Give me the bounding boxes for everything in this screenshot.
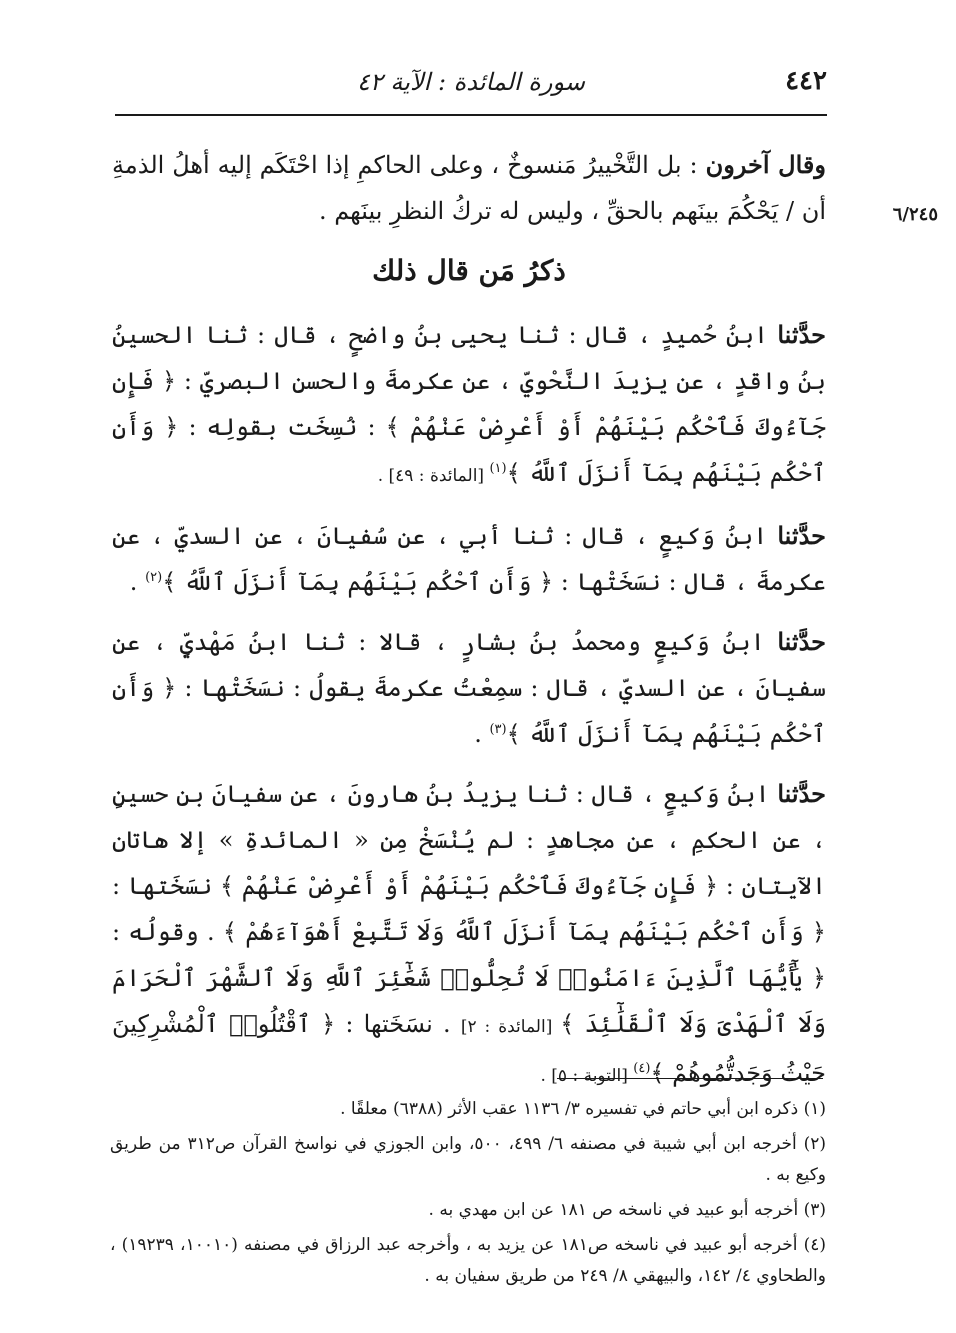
paragraph-text: ابنُ وَكيعٍ ، قال : ثنا أبي ، عن سُفيانَ ، عن السديِّ ، عن عكرمةَ ، قال : نسَخَتْها : [112, 522, 826, 596]
page-header [115, 58, 827, 116]
footnote-marker: (٣) [489, 722, 507, 737]
paragraph-text: ابنُ وَكيعٍ ومحمدُ بنُ بشارٍ ، قالا : ثنا ابنُ مَهْديٍّ ، عن سفيانَ ، عن السديِّ ، قال : سمِعْتُ عكرمةَ يقولُ : نسَخَتْها : [112, 628, 826, 702]
header-rule [115, 114, 827, 116]
quran-quote: ﴿ وَأَنِ ٱحْكُم بَيْنَهُم بِمَآ أَنزَلَ ٱللَّهُ ﴾ [112, 674, 826, 748]
paragraph-lead: حدَّثنا [777, 521, 826, 550]
quran-quote: ﴿ وَأَنِ ٱحْكُم بَيْنَهُم بِمَآ أَنزَلَ ٱللَّهُ وَلَا تَتَّبِعْ أَهْوَآءَهُمْ ﴾ [222, 918, 826, 946]
verse-reference: [المائدة : ٢] [460, 1017, 561, 1037]
footnote-rule [557, 1078, 823, 1079]
paragraph-1 [112, 142, 826, 234]
paragraph-text: . وقولُه : [112, 918, 223, 946]
page-number: ٤٤٢ [785, 66, 827, 96]
quran-quote: ﴿ فَإِن جَآءُوكَ فَٱحْكُم بَيْنَهُمْ أَوْ أَعْرِضْ عَنْهُمْ ﴾ [219, 872, 719, 900]
footnote-1: (١) ذكره ابن أبي حاتم في تفسيره ٣/ ١١٣٦ عقب الأثر (٦٣٨٨) معلقًا . [340, 1099, 826, 1119]
paragraph-text: . نسَخَتها : [335, 1010, 461, 1038]
paragraph-text: : نُسِخَت بقولِه : [178, 413, 386, 441]
paragraph-5 [112, 771, 826, 1099]
paragraph-text: ابنُ حُميدٍ ، قال : ثنا يحيى بنُ واضحٍ ، قال : ثنا الحسينُ بنُ واقدٍ ، عن يزيدَ النَّحْويِّ ، عن عكرمةَ والحسنِ البصريِّ : [112, 321, 826, 395]
footnote-marker: (١) [489, 461, 507, 476]
quran-quote: ﴿ فَإِن جَآءُوكَ فَٱحْكُم بَيْنَهُمْ أَوْ أَعْرِضْ عَنْهُمْ ﴾ [112, 367, 826, 441]
paragraph-4 [112, 619, 826, 757]
footnote-marker: (٢) [145, 570, 163, 585]
paragraph-lead: حدَّثنا [777, 627, 826, 656]
footnote-4: (٤) أخرجه أبو عبيد في ناسخه ص١٨١ عن يزيد به ، وأخرجه عبد الرزاق في مصنفه (١٠٠١٠، ١٩٢٣٩) ، والطحاوي ٤/ ١٤٢، والبيهقي ٨/ ٢٤٩ من طريق سفيان به . [110, 1235, 827, 1286]
main-text [112, 142, 826, 1113]
footnote-marker: (٤) [633, 1061, 651, 1076]
quran-quote: ﴿ يَٰٓأَيُّهَا ٱلَّذِينَ ءَامَنُوا۟ لَا تُحِلُّوا۟ شَعَٰٓئِرَ ٱللَّهِ وَلَا ٱلشَّهْرَ ٱلْحَرَامَ وَلَا ٱلْهَدْىَ وَلَا ٱلْقَلَٰٓئِدَ ﴾ [112, 964, 827, 1038]
paragraph-text: . [129, 568, 146, 596]
paragraph-3 [112, 513, 826, 605]
paragraph-text: . [474, 720, 490, 748]
margin-volume-page-note: ٦/٢٤٥ [892, 204, 938, 225]
paragraph-2 [112, 312, 826, 499]
paragraph-lead: وقال آخرون [705, 150, 826, 179]
quran-quote: ﴿ وَأَنِ ٱحْكُم بَيْنَهُم بِمَآ أَنزَلَ ٱللَّهُ ﴾ [112, 413, 826, 487]
verse-reference: [المائدة : ٤٩] . [377, 466, 490, 486]
verse-reference: [التوبة : ٥] . [540, 1066, 634, 1086]
paragraph-lead: حدَّثنا [777, 320, 826, 349]
paragraph-text: : بل التَّخْييرُ مَنسوخٌ ، وعلى الحاكمِ إذا احْتَكَم إليه أهلُ الذمةِ أن / يَحْكُمَ بينَهم بالحقِّ ، وليس له تركُ النظرِ بينَهم . [112, 151, 826, 225]
quran-quote: ﴿ ٱقْتُلُوا۟ ٱلْمُشْرِكِينَ حَيْثُ وَجَدتُّمُوهُمْ ﴾ [112, 1010, 826, 1087]
footnote-3: (٣) أخرجه أبو عبيد في ناسخه ص ١٨١ عن ابن مهدي به . [428, 1200, 826, 1220]
quran-quote: ﴿ وَأَنِ ٱحْكُم بَيْنَهُم بِمَآ أَنزَلَ ٱللَّهُ ﴾ [162, 568, 554, 596]
paragraph-text: نسَخَتها : [112, 872, 220, 900]
footnote-2: (٢) أخرجه ابن أبي شيبة في مصنفه ٦/ ٤٩٩، ٥٠٠، وابن الجوزي في نواسخ القرآن ص٣١٢ من طريق وكيع به . [110, 1134, 826, 1185]
section-heading: ذكرُ مَن قال ذلك [372, 254, 566, 287]
footnotes [110, 1094, 826, 1296]
paragraph-text: ابنُ وَكيعٍ ، قال : ثنا يزيدُ بنُ هارونَ ، عن سفيانَ بنِ حسينٍ ، عن الحكمِ ، عن مجاهدٍ : لم يُنْسَخْ مِن « المائدةِ » إلا هاتان الآيتان : [112, 780, 826, 900]
paragraph-lead: حدَّثنا [777, 779, 826, 808]
running-title: سورة المائدة : الآية ٤٢ [357, 68, 585, 96]
